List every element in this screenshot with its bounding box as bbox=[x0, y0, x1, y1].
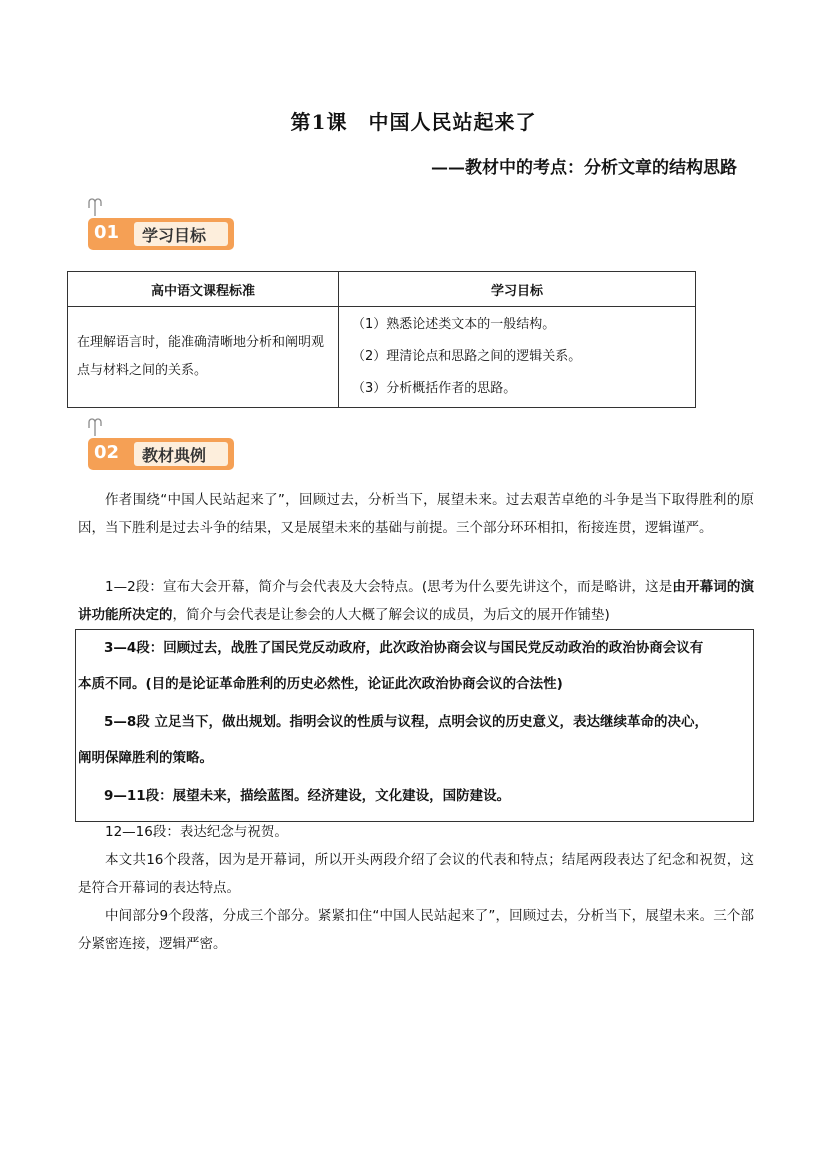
intro-paragraph: 作者围绕“中国人民站起来了”，回顾过去，分析当下，展望未来。过去艰苦卓绝的斗争是当下取得胜利的原因，当下胜利是过去斗争的结果，又是展望未来的基础与前提。三个部分环环相扣，衔接连贯，逻辑谨严。 bbox=[78, 492, 754, 536]
standard-text: 在理解语言时，能准确清晰地分析和阐明观点与材料之间的关系。 bbox=[77, 335, 325, 378]
paragraph-1-2-bold: 由开幕词的演讲功能所决定的 bbox=[78, 579, 754, 623]
box-line-2: 本质不同。(目的是论证革命胜利的历史必然性，论证此次政治协商会议的合法性) bbox=[78, 676, 563, 692]
goal-item-2: （2）理清论点和思路之间的逻辑关系。 bbox=[352, 349, 582, 364]
badge-number: 02 bbox=[94, 442, 120, 463]
paragraph-1-2 bbox=[78, 573, 754, 629]
paragraph-middle: 中间部分9个段落，分成三个部分。紧紧扣住“中国人民站起来了”，回顾过去，分析当下，展望未来。三个部分紧密连接，逻辑严密。 bbox=[78, 908, 754, 952]
goal-item-1: （1）熟悉论述类文本的一般结构。 bbox=[352, 317, 556, 332]
paperclip-icon bbox=[88, 416, 102, 438]
table-row bbox=[68, 307, 696, 408]
section-badge-01 bbox=[86, 210, 238, 254]
page-title: 第1课 中国人民站起来了 bbox=[290, 110, 537, 134]
goals-table bbox=[67, 271, 696, 408]
badge-label: 学习目标 bbox=[142, 226, 207, 245]
table-header-standard: 高中语文课程标准 bbox=[68, 272, 339, 307]
box-line-4: 阐明保障胜利的策略。 bbox=[78, 750, 213, 766]
paragraph-12-16: 12—16段：表达纪念与祝贺。 bbox=[105, 824, 288, 840]
table-header-goals: 学习目标 bbox=[339, 272, 696, 307]
page-subtitle: ——教材中的考点：分析文章的结构思路 bbox=[431, 158, 737, 178]
paragraph-summary: 本文共16个段落，因为是开幕词，所以开头两段介绍了会议的代表和特点；结尾两段表达了纪念和祝贺，这是符合开幕词的表达特点。 bbox=[78, 852, 754, 896]
paragraph-1-2-text: 1—2段：宣布大会开幕，简介与会代表及大会特点。(思考为什么要先讲这个，而是略讲，这是 bbox=[105, 579, 673, 595]
box-line-1: 3—4段：回顾过去，战胜了国民党反动政府，此次政治协商会议与国民党反动政治的政治协商会议有 bbox=[104, 640, 704, 656]
paragraph-1-2-tail: ，简介与会代表是让参会的人大概了解会议的成员，为后文的展开作铺垫) bbox=[172, 607, 610, 623]
standard-cell bbox=[68, 307, 339, 408]
table-header-row bbox=[68, 272, 696, 307]
box-line-3: 5—8段 立足当下，做出规划。指明会议的性质与议程，点明会议的历史意义，表达继续革命的决心， bbox=[104, 714, 708, 730]
highlight-box bbox=[75, 629, 754, 822]
paperclip-icon bbox=[88, 196, 102, 218]
badge-number: 01 bbox=[94, 222, 120, 243]
goal-item-3: （3）分析概括作者的思路。 bbox=[352, 381, 517, 396]
box-line-5: 9—11段：展望未来，描绘蓝图。经济建设，文化建设，国防建设。 bbox=[104, 788, 511, 804]
section-badge-02 bbox=[86, 430, 238, 474]
goals-cell bbox=[339, 307, 696, 408]
badge-label: 教材典例 bbox=[142, 446, 207, 465]
